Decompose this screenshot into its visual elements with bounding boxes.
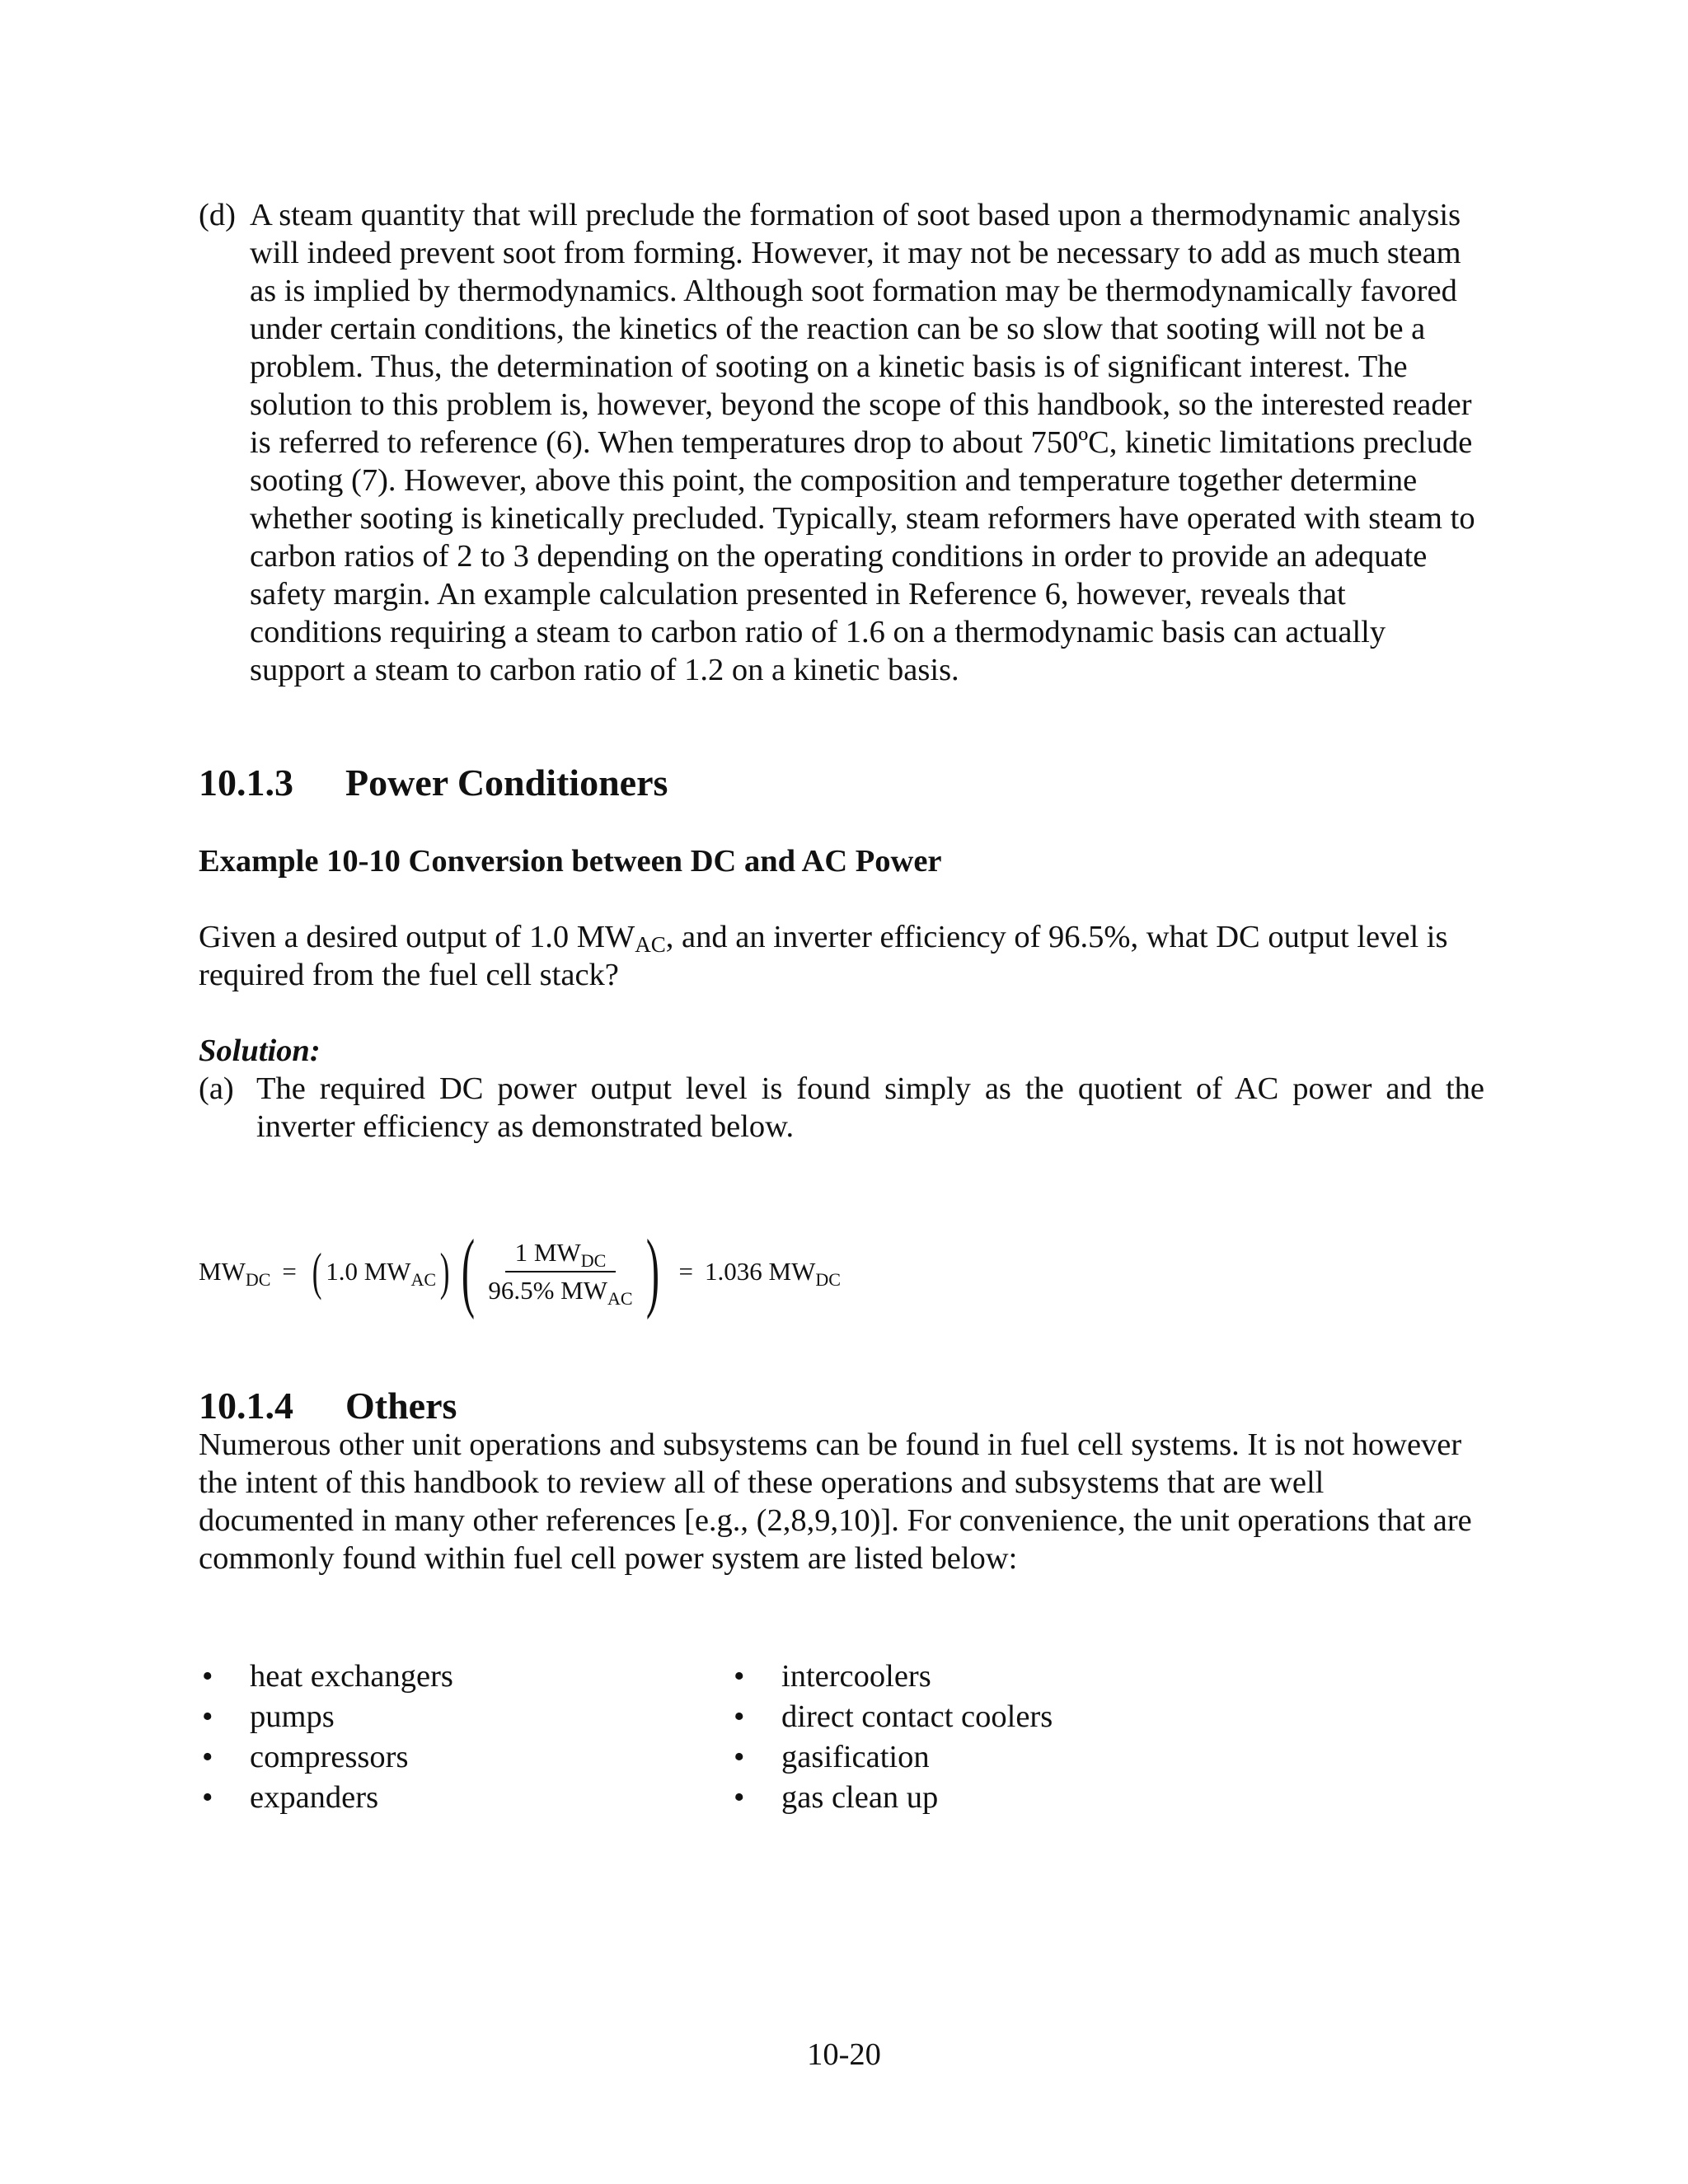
fraction-numerator: 1 $MW_{DC}$ <box>505 1238 617 1272</box>
section-number: 10.1.3 <box>199 762 293 804</box>
solution-step-text: The required DC power output level is found simply as the quotient of AC power and the inverter efficiency as demonstrated below. <box>256 1071 1484 1144</box>
list-item: • intercoolers <box>734 1659 931 1694</box>
paragraph-d <box>199 196 1484 689</box>
unit-operations-list <box>199 1657 1353 1818</box>
example-title: Example 10-10 Conversion between DC and AC Power <box>199 844 942 879</box>
bullet-column-left <box>199 1657 730 1818</box>
bullet-column-right <box>730 1657 1262 1818</box>
section-number: 10.1.4 <box>199 1385 293 1427</box>
section-body-text: Numerous other unit operations and subsystems can be found in fuel cell systems. It is not however the intent of this handbook to review all of these operations and subsystems that are well documented in many other references [e.g., (2,8,9,10)]. For convenience, the unit operations that are commonly found within fuel cell power system are listed below: <box>199 1427 1472 1576</box>
question-subscript: AC <box>635 932 666 957</box>
section-heading-1014 <box>199 1385 1484 1577</box>
list-item: • compressors <box>202 1740 409 1774</box>
section-title: Others <box>345 1385 457 1427</box>
list-item: • direct contact coolers <box>734 1699 1053 1734</box>
fraction-denominator: 96.5% $MW_{AC}$ <box>488 1276 633 1309</box>
solution-block <box>199 1032 1484 1146</box>
question-text-start: Given a desired output of 1.0 MW <box>199 920 635 954</box>
example-heading <box>199 842 1484 880</box>
question-text-end: , and an inverter efficiency of 96.5%, what DC output level is required from the fuel cell stack? <box>199 920 1448 992</box>
section-title: Power Conditioners <box>345 762 668 804</box>
list-item: • gas clean up <box>734 1780 939 1815</box>
equation-term: 1.0 $MW_{AC}$ <box>326 1257 437 1290</box>
equation-fraction <box>478 1238 642 1309</box>
equals-sign: = <box>678 1257 694 1286</box>
section-heading-1013 <box>199 762 1484 804</box>
list-item: • expanders <box>202 1780 379 1815</box>
equals-sign: = <box>282 1257 297 1286</box>
solution-label: Solution: <box>199 1033 321 1068</box>
solution-step-label: (a) <box>199 1071 234 1106</box>
list-item: • gasification <box>734 1740 930 1774</box>
equation-lhs: $MW_{DC}$ <box>199 1257 271 1290</box>
example-question <box>199 918 1484 994</box>
list-item: • pumps <box>202 1699 335 1734</box>
page-number: 10-20 <box>807 2037 881 2072</box>
paragraph-label: (d) <box>199 198 236 232</box>
equation-result: 1.036 $MW_{DC}$ <box>705 1257 841 1290</box>
paragraph-text: A steam quantity that will preclude the formation of soot based upon a thermodynamic analysis will indeed prevent soot from forming. However, it may not be necessary to add as much steam as is implied by thermodynamics. Although soot formation may be thermodynamically favored under certain conditions, the kinetics of the reaction can be so slow that sooting will not be a problem. Thus, the determination of sooting on a kinetic basis is of significant interest. The solution to this problem is, however, beyond the scope of this handbook, so the interested reader is referred to reference (6). When temperatures drop to about 750ºC, kinetic limitations preclude sooting (7). However, above this point, the composition and temperature together determine whether sooting is kinetically precluded. Typically, steam reformers have operated with steam to carbon ratios of 2 to 3 depending on the operating conditions in order to provide an adequate safety margin. An example calculation presented in Reference 6, however, reveals that conditions requiring a steam to carbon ratio of 1.6 on a thermodynamic basis can actually support a steam to carbon ratio of 1.2 on a kinetic basis. <box>250 198 1475 687</box>
equation: $MW_{DC}$ = ( 1.0 $MW_{AC}$ ) ( $\frac{1 MW_{DC}}{96.5\% MW_{AC}}$ ) = 1.036 $MW_{DC}$ <box>199 1222 841 1320</box>
list-item: • heat exchangers <box>202 1659 453 1694</box>
